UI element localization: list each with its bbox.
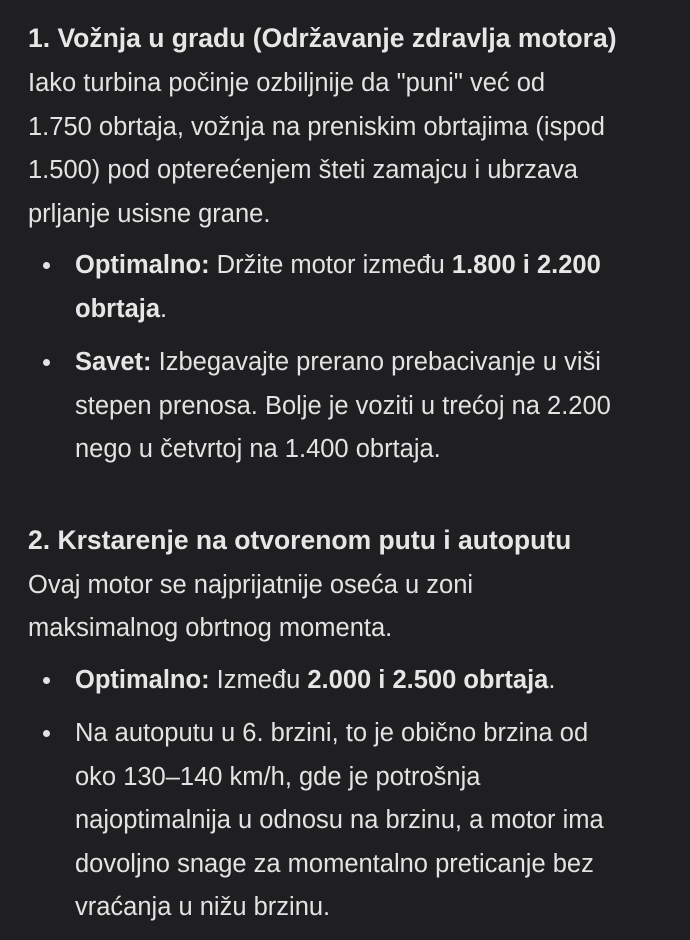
intro-line: 1.500) pod opterećenjem šteti zamajcu i ubrzava bbox=[28, 156, 578, 184]
bullet-label: Savet: bbox=[75, 348, 152, 376]
bullet-point-icon bbox=[43, 262, 50, 269]
bullet-text: . bbox=[548, 665, 556, 694]
bullet-text: dovoljno snage za momentalno preticanje bez bbox=[75, 849, 594, 878]
bullet-emphasis: 2.000 i 2.500 obrtaja bbox=[307, 665, 549, 694]
section-heading-highway-cruising: 2. Krstarenje na otvorenom putu i autoputu bbox=[28, 524, 572, 555]
bullet-text: najoptimalnija u odnosu na brzinu, a motor ima bbox=[75, 806, 604, 834]
bullet-point-icon bbox=[43, 359, 50, 366]
section-intro-paragraph bbox=[28, 564, 668, 651]
bullet-item-highway bbox=[28, 712, 668, 930]
bullet-text: Izbegavajte prerano prebacivanje u viši bbox=[151, 348, 601, 376]
bullet-text: oko 130–140 km/h, gde je potrošnja bbox=[75, 762, 481, 791]
bullet-item-optimal-rpm bbox=[28, 659, 668, 703]
bullet-text: stepen prenosa. Bolje je voziti u trećoj na 2.200 bbox=[75, 391, 611, 420]
bullet-text: vraćanja u nižu brzinu. bbox=[75, 893, 331, 921]
bullet-emphasis: 1.800 i 2.200 bbox=[451, 251, 601, 279]
bullet-label: Optimalno: bbox=[75, 251, 210, 279]
intro-line: prljanje usisne grane. bbox=[28, 199, 271, 228]
bullet-emphasis: obrtaja bbox=[75, 294, 161, 323]
bullet-item-optimal-rpm bbox=[28, 244, 668, 331]
bullet-point-icon bbox=[43, 677, 50, 684]
bullet-item-tip bbox=[28, 341, 668, 472]
bullet-text: Držite motor između bbox=[209, 251, 452, 279]
article-content bbox=[28, 16, 668, 940]
intro-line: 1.750 obrtaja, vožnja na preniskim obrtajima (ispod bbox=[28, 112, 605, 141]
bullet-text: nego u četvrtoj na 1.400 obrtaja. bbox=[75, 435, 441, 463]
section-spacer bbox=[28, 482, 668, 518]
bullet-label: Optimalno: bbox=[75, 665, 210, 694]
bullet-list bbox=[28, 244, 668, 472]
bullet-text: Na autoputu u 6. brzini, to je obično brzina od bbox=[75, 719, 589, 747]
section-heading-city-driving: 1. Vožnja u gradu (Održavanje zdravlja motora) bbox=[28, 23, 617, 53]
bullet-point-icon bbox=[43, 730, 50, 737]
bullet-text: Između bbox=[209, 665, 308, 694]
intro-line: Iako turbina počinje ozbiljnije da "puni" već od bbox=[28, 69, 546, 97]
section-intro-paragraph bbox=[28, 62, 668, 236]
bullet-text: . bbox=[160, 294, 168, 323]
bullet-list bbox=[28, 659, 668, 930]
intro-line: maksimalnog obrtnog momenta. bbox=[28, 614, 393, 642]
intro-line: Ovaj motor se najprijatnije oseća u zoni bbox=[28, 570, 474, 599]
